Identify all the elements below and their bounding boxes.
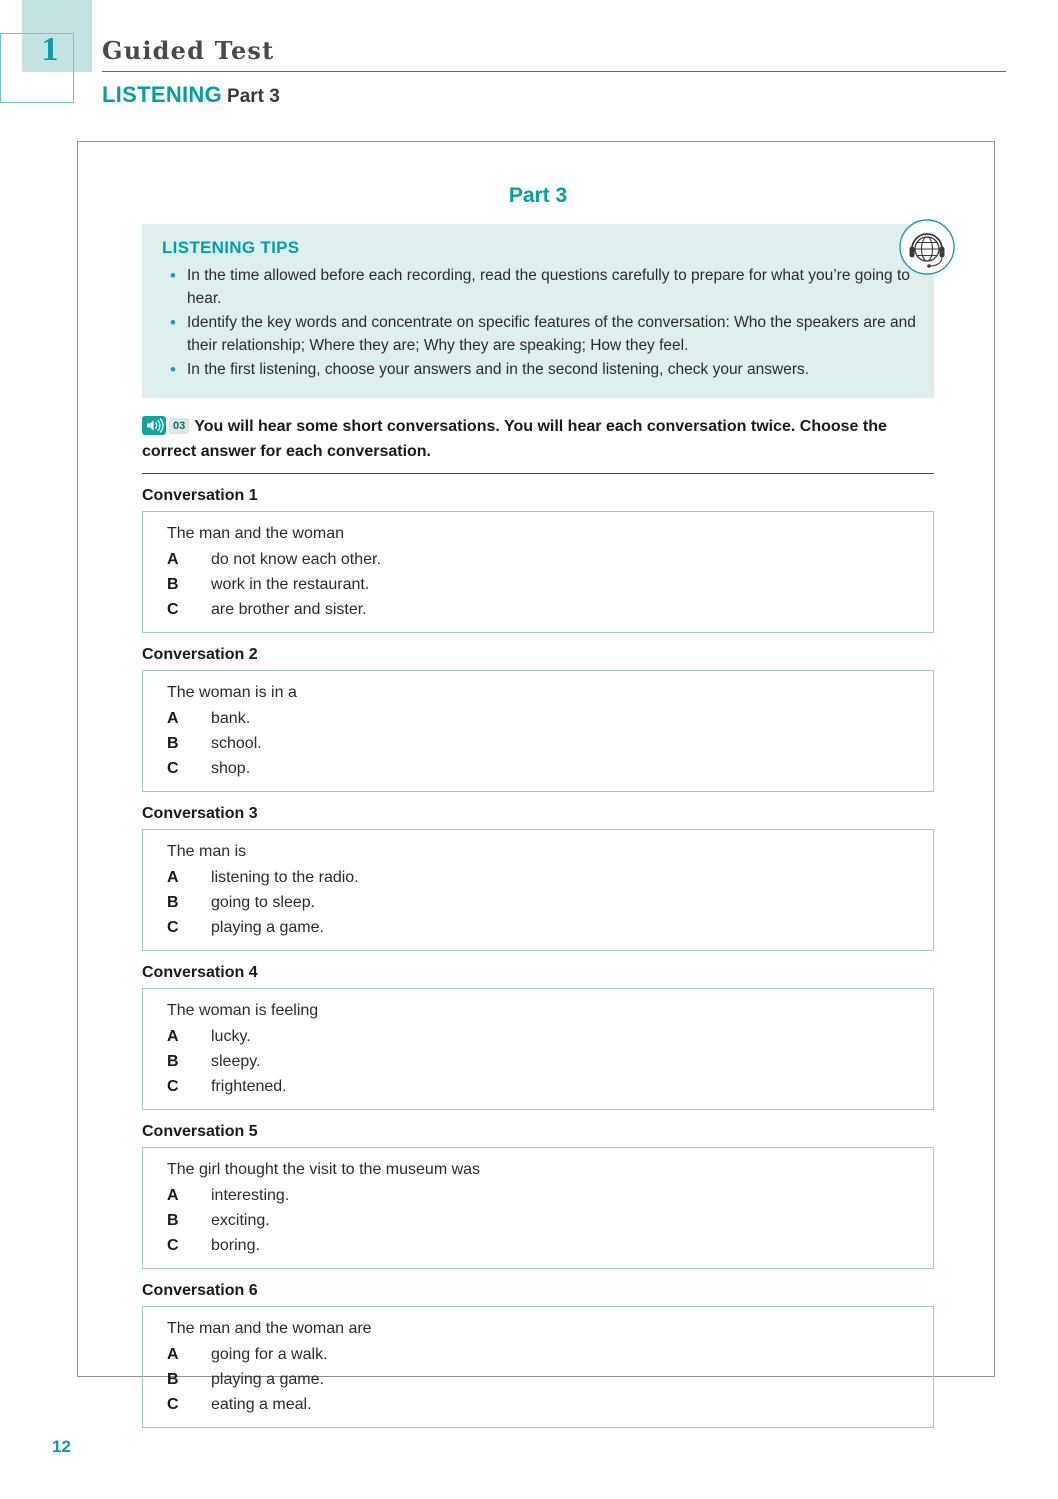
option-letter: A: [167, 869, 179, 886]
option-text: frightened.: [211, 1078, 287, 1095]
option-letter: B: [167, 1053, 179, 1070]
conversation-label: Conversation 3: [142, 805, 258, 822]
option-row[interactable]: [167, 1342, 921, 1367]
option-letter: A: [167, 1346, 179, 1363]
bullet-icon: •: [170, 360, 176, 379]
conversation-block: [142, 964, 934, 1110]
option-row[interactable]: [167, 1183, 921, 1208]
option-row[interactable]: [167, 706, 921, 731]
part-label: Part 3: [227, 86, 280, 107]
bullet-icon: •: [170, 313, 176, 332]
conversation-box: [142, 670, 934, 792]
option-letter: B: [167, 1371, 179, 1388]
page-header: [0, 0, 1058, 130]
question-stem: The woman is in a: [167, 684, 297, 701]
option-letter: B: [167, 735, 179, 752]
bullet-icon: •: [170, 266, 176, 285]
option-text: boring.: [211, 1237, 260, 1254]
question-stem: The girl thought the visit to the museum was: [167, 1161, 481, 1178]
conversation-label: Conversation 1: [142, 487, 258, 504]
option-letter: C: [167, 1078, 179, 1095]
option-letter: C: [167, 760, 179, 777]
globe-headphones-icon: [898, 218, 956, 276]
content-frame: [77, 141, 995, 1413]
option-row[interactable]: [167, 547, 921, 572]
tips-item-text: Identify the key words and concentrate on specific features of the conversation: Who the speakers are and their relationship; Where they are; Why they are speaking; How they feel.: [187, 314, 916, 354]
question-stem: The man and the woman are: [167, 1320, 372, 1337]
conversation-box: [142, 1306, 934, 1428]
page-title: Guided Test: [102, 36, 1006, 72]
option-text: work in the restaurant.: [211, 576, 370, 593]
part-title: Part 3: [508, 184, 568, 207]
conversation-block: [142, 805, 934, 951]
option-text: do not know each other.: [211, 551, 381, 568]
option-text: going to sleep.: [211, 894, 316, 911]
option-row[interactable]: [167, 1367, 921, 1392]
option-letter: A: [167, 1187, 179, 1204]
content-inner: [142, 184, 934, 1428]
option-letter: C: [167, 601, 179, 618]
subject-line: [102, 82, 1008, 110]
option-letter: A: [167, 551, 179, 568]
option-letter: C: [167, 1237, 179, 1254]
page-number: 12: [52, 1437, 71, 1456]
conversation-label: Conversation 2: [142, 646, 258, 663]
conversation-box: [142, 829, 934, 951]
conversation-block: [142, 1282, 934, 1428]
option-row[interactable]: [167, 756, 921, 781]
option-text: interesting.: [211, 1187, 290, 1204]
tips-item-text: In the time allowed before each recording, read the questions carefully to prepare for what you’re going to hear.: [187, 267, 910, 307]
option-row[interactable]: [167, 915, 921, 940]
tips-list: [162, 264, 916, 381]
question-stem: The woman is feeling: [167, 1002, 319, 1019]
option-text: playing a game.: [211, 919, 324, 936]
instruction-text: You will hear some short conversations. You will hear each conversation twice. Choose the correct answer for each conversation.: [142, 418, 887, 460]
conversation-block: [142, 487, 934, 633]
option-letter: B: [167, 1212, 179, 1229]
option-letter: A: [167, 710, 179, 727]
header-text-group: [102, 36, 1008, 110]
option-row[interactable]: [167, 1233, 921, 1258]
track-number: 03: [169, 418, 189, 434]
conversation-label: Conversation 6: [142, 1282, 258, 1299]
chapter-number: 1: [41, 31, 59, 68]
option-text: bank.: [211, 710, 251, 727]
option-letter: B: [167, 894, 179, 911]
conversation-label: Conversation 4: [142, 964, 258, 981]
option-text: exciting.: [211, 1212, 270, 1229]
option-text: school.: [211, 735, 262, 752]
tips-list-item: [162, 358, 916, 381]
conversation-box: [142, 511, 934, 633]
option-row[interactable]: [167, 597, 921, 622]
conversation-box: [142, 988, 934, 1110]
option-text: are brother and sister.: [211, 601, 367, 618]
option-letter: C: [167, 1396, 179, 1413]
option-row[interactable]: [167, 1208, 921, 1233]
option-text: shop.: [211, 760, 251, 777]
option-text: sleepy.: [211, 1053, 261, 1070]
tips-heading: LISTENING TIPS: [162, 238, 300, 257]
option-row[interactable]: [167, 731, 921, 756]
tips-item-text: In the first listening, choose your answers and in the second listening, check your answers.: [187, 361, 810, 378]
listening-tips-box: [142, 224, 934, 398]
option-text: lucky.: [211, 1028, 251, 1045]
instruction-row: [142, 414, 934, 474]
speaker-icon[interactable]: [142, 416, 166, 435]
option-text: listening to the radio.: [211, 869, 359, 886]
option-letter: B: [167, 576, 179, 593]
option-text: playing a game.: [211, 1371, 324, 1388]
option-text: eating a meal.: [211, 1396, 312, 1413]
option-letter: C: [167, 919, 179, 936]
option-letter: A: [167, 1028, 179, 1045]
conversation-label: Conversation 5: [142, 1123, 258, 1140]
question-stem: The man and the woman: [167, 525, 344, 542]
option-row[interactable]: [167, 890, 921, 915]
conversation-box: [142, 1147, 934, 1269]
option-row[interactable]: [167, 865, 921, 890]
option-row[interactable]: [167, 1074, 921, 1099]
question-stem: The man is: [167, 843, 247, 860]
option-row[interactable]: [167, 1392, 921, 1417]
option-row[interactable]: [167, 572, 921, 597]
subject-label: LISTENING: [102, 82, 223, 107]
tips-list-item: [162, 264, 916, 310]
option-text: going for a walk.: [211, 1346, 328, 1363]
conversation-block: [142, 1123, 934, 1269]
tips-list-item: [162, 311, 916, 357]
option-row[interactable]: [167, 1024, 921, 1049]
option-row[interactable]: [167, 1049, 921, 1074]
conversation-block: [142, 646, 934, 792]
